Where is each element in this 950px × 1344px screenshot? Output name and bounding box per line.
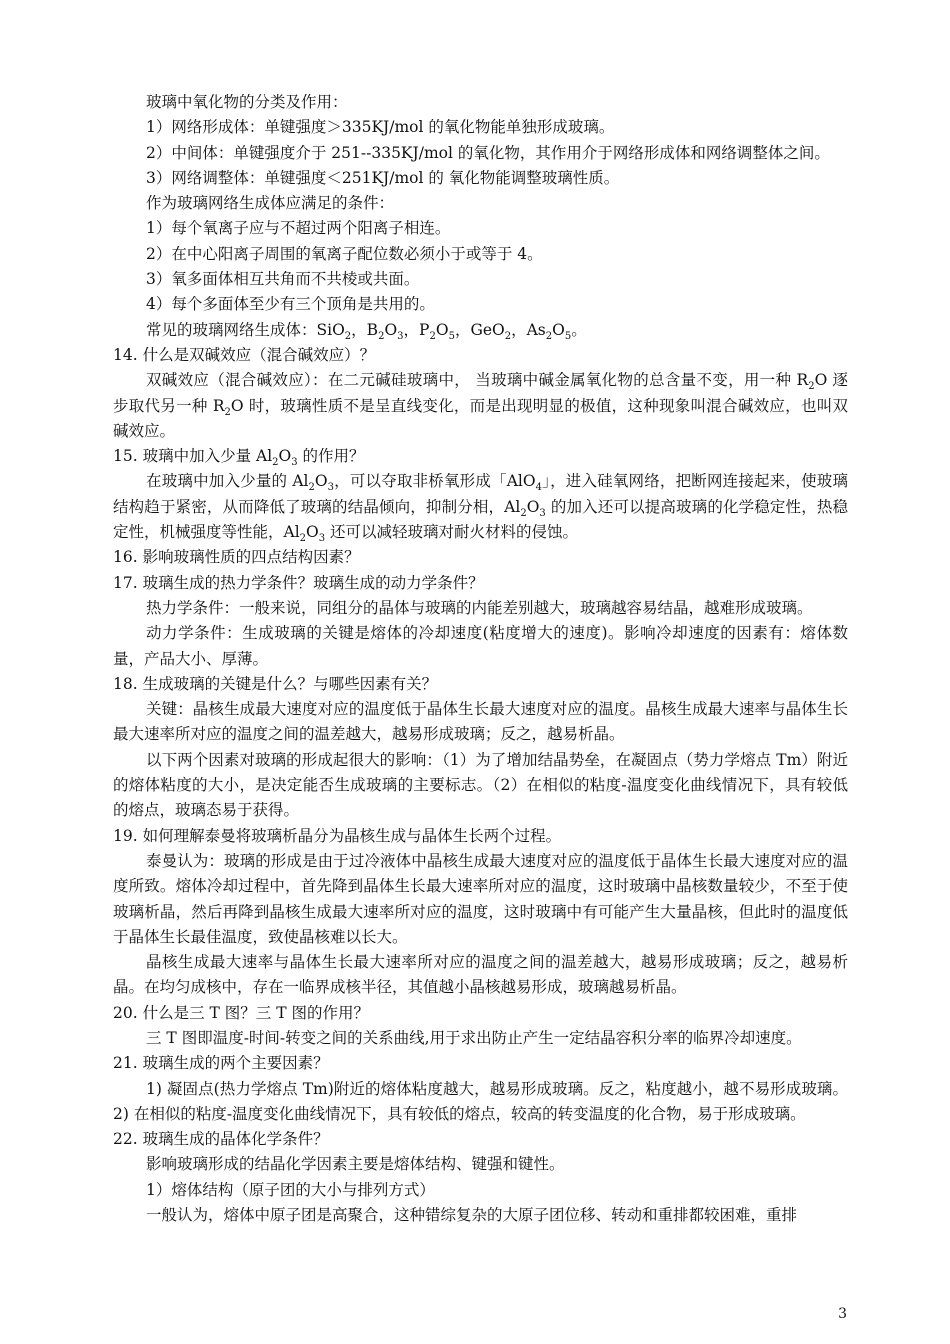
- question-heading: 14. 什么是双碱效应（混合碱效应）？: [113, 345, 376, 364]
- text-line: 3）网络调整体：单键强度＜251KJ/mol 的 氧化物能调整玻璃性质。: [146, 168, 620, 187]
- answer-paragraph: 影响玻璃形成的结晶化学因素主要是熔体结构、键强和键性。: [146, 1155, 565, 1174]
- answer-paragraph: 泰曼认为：玻璃的形成是由于过冷液体中晶核生成最大速度对应的温度低于晶体生长最大速度对应的温度所致。熔体冷却过程中，首先降到晶体生长最大速率所对应的温度，这时玻璃中晶核数量较少，不至于使玻璃析晶，然后再降到晶核生成最大速率所对应的温度，这时玻璃中有可能产生大量晶核，但此时的温度低于晶体生长最佳温度，致使晶核难以长大。: [113, 851, 848, 946]
- text-line: 2）中间体：单键强度介于 251--335KJ/mol 的氧化物，其作用介于网络形成体和网络调整体之间。: [146, 143, 830, 162]
- page-content: [113, 90, 848, 1228]
- question-heading: 18. 生成玻璃的关键是什么？与哪些因素有关？: [113, 674, 438, 693]
- answer-paragraph: 在玻璃中加入少量的 $Al_2O_3$，可以夺取非桥氧形成「AlO$_4$」，进入硅氧网络，把断网连接起来，使玻璃结构趋于紧密，从而降低了玻璃的结晶倾向，抑制分相，$Al_2O_3$ 的加入还可以提高玻璃的化学稳定性，热稳定性，机械强度等性能，$Al_2O_3$ 还可以减轻玻璃对耐火材料的侵蚀。: [113, 472, 848, 545]
- answer-paragraph: 动力学条件：生成玻璃的关键是熔体的冷却速度(粘度增大的速度)。影响冷却速度的因素有：熔体数量，产品大小、厚薄。: [113, 624, 848, 668]
- answer-paragraph: 晶核生成最大速率与晶体生长最大速率所对应的温度之间的温差越大，越易形成玻璃；反之，越易析晶。在均匀成核中，存在一临界成核半径，其值越小晶核越易形成，玻璃越易析晶。: [113, 953, 848, 997]
- answer-paragraph: 三 T 图即温度-时间-转变之间的关系曲线,用于求出防止产生一定结晶容积分率的临界冷却速度。: [146, 1028, 802, 1047]
- answer-paragraph: 以下两个因素对玻璃的形成起很大的影响：（1）为了增加结晶势垒，在凝固点（势力学熔点 Tm）附近的熔体粘度的大小，是决定能否生成玻璃的主要标志。（2）在相似的粘度-温度变化曲线情况下，具有较低的熔点，玻璃态易于获得。: [113, 750, 848, 820]
- question-heading: 16. 影响玻璃性质的四点结构因素？: [113, 548, 360, 567]
- question-heading: 15. 玻璃中加入少量 $Al_2O_3$ 的作用？: [113, 447, 365, 469]
- answer-paragraph: 一般认为，熔体中原子团是高聚合，这种错综复杂的大原子团位移、转动和重排都较困难，重排: [146, 1206, 798, 1225]
- text-line: 1）每个氧离子应与不超过两个阳离子相连。: [146, 219, 451, 238]
- answer-paragraph: 热力学条件：一般来说，同组分的晶体与玻璃的内能差别越大，玻璃越容易结晶，越难形成玻璃。: [146, 598, 813, 617]
- answer-paragraph: 双碱效应（混合碱效应）：在二元碱硅玻璃中， 当玻璃中碱金属氧化物的总含量不变，用一种 $R_2O$ 逐步取代另一种 $R_2O$ 时，玻璃性质不是呈直线变化，而是出现明显的极值，这种现象叫混合碱效应，也叫双碱效应。: [113, 371, 848, 440]
- question-heading: 17. 玻璃生成的热力学条件？玻璃生成的动力学条件？: [113, 573, 484, 592]
- text-line: 玻璃中氧化物的分类及作用：: [146, 93, 348, 111]
- text-line: 1）网络形成体：单键强度＞335KJ/mol 的氧化物能单独形成玻璃。: [146, 118, 615, 137]
- question-heading: 19. 如何理解泰曼将玻璃析晶分为晶核生成与晶体生长两个过程。: [113, 826, 562, 845]
- question-heading: 21. 玻璃生成的两个主要因素？: [113, 1054, 329, 1073]
- text-line: 4）每个多面体至少有三个顶角是共用的。: [146, 295, 435, 314]
- answer-paragraph: 1）熔体结构（原子团的大小与排列方式）: [146, 1180, 435, 1199]
- question-heading: 20. 什么是三 T 图？三 T 图的作用？: [113, 1003, 369, 1022]
- page-number: 3: [838, 1306, 847, 1322]
- answer-paragraph: 1) 凝固点(热力学熔点 Tm)附近的熔体粘度越大，越易形成玻璃。反之，粘度越小，越不易形成玻璃。2) 在相似的粘度-温度变化曲线情况下，具有较低的熔点，较高的转变温度的化合物，易于形成玻璃。: [113, 1079, 848, 1123]
- text-line: 常见的玻璃网络生成体：SiO$_2$，$B_2O_3$，$P_2O_5$，GeO$_2$，$As_2O_5$。: [146, 320, 587, 342]
- question-heading: 22. 玻璃生成的晶体化学条件？: [113, 1130, 329, 1149]
- answer-paragraph: 关键：晶核生成最大速度对应的温度低于晶体生长最大速度对应的温度。晶核生成最大速率与晶体生长最大速率所对应的温度之间的温差越大，越易形成玻璃；反之，越易析晶。: [113, 700, 848, 744]
- text-line: 作为玻璃网络生成体应满足的条件：: [146, 194, 395, 213]
- text-line: 3）氧多面体相互共角而不共棱或共面。: [146, 270, 420, 289]
- text-line: 2）在中心阳离子周围的氧离子配位数必须小于或等于 4。: [146, 244, 543, 263]
